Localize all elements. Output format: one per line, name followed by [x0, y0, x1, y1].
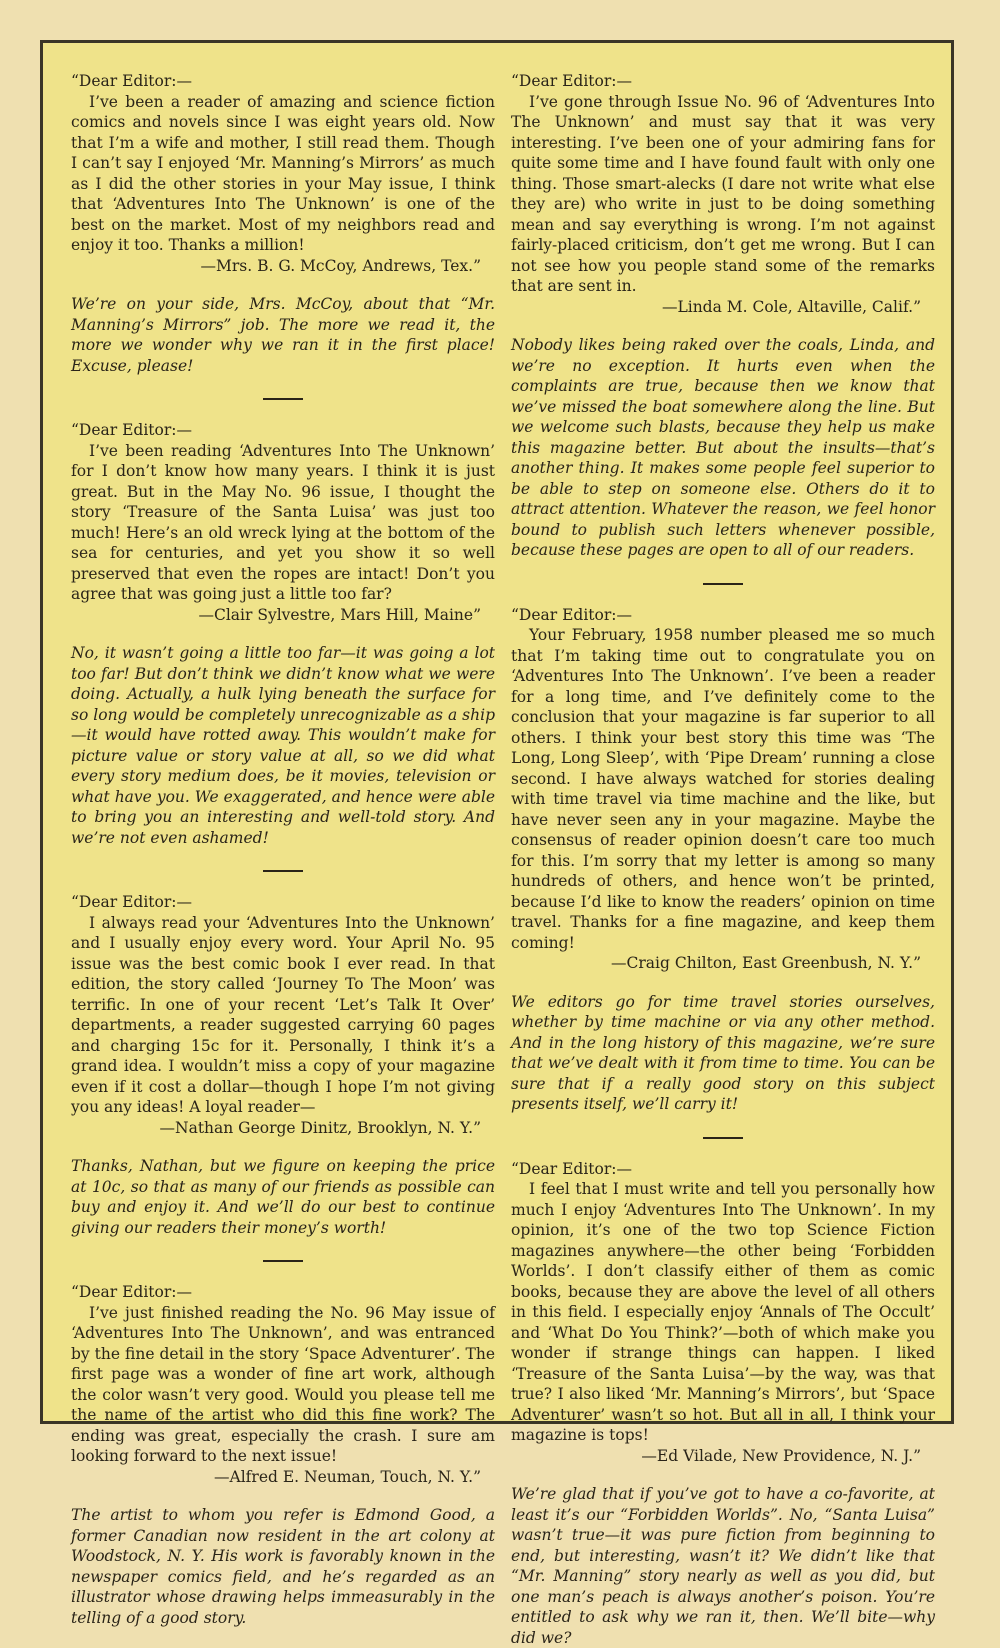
letter-dinitz: [71, 892, 495, 1238]
editor-reply: The artist to whom you refer is Edmond Good, a former Canadian now resident in the art colony at Woodstock, N. Y. His work is favorably known in the newspaper comics field, and he’s regarded as an illustrator whose drawing helps immeasurably in the telling of a good story.: [71, 1505, 495, 1628]
letter-body: I always read your ‘Adventures Into the Unknown’ and I usually enjoy every word. Your April No. 95 issue was the best comic book I ever read. In that edition, the story called ‘Journey To The Moon’ was terrific. In one of your recent ‘Let’s Talk It Over’ departments, a reader suggested carrying 60 pages and charging 15c for it. Personally, I think it’s a grand idea. I wouldn’t miss a copy of your magazine even if it cost a dollar—though I hope I’m not giving you any ideas! A loyal reader—: [71, 913, 495, 1118]
letter-sylvestre: [71, 420, 495, 848]
letter-greeting: “Dear Editor:—: [71, 1282, 495, 1303]
editor-reply: We’re glad that if you’ve got to have a co-favorite, at least it’s our “Forbidden Worlds”. No, “Santa Luisa” wasn’t true—it was pure fiction from beginning to end, but interesting, wasn’t it? We didn’t like that “Mr. Manning” story nearly as well as you did, but one man’s peach is always another’s poison. You’re entitled to ask why we ran it, then. We’ll bite—why did we?: [511, 1484, 935, 1648]
letter-body: I’ve gone through Issue No. 96 of ‘Adventures Into The Unknown’ and must say that it was very interesting. I’ve been one of your admiring fans for quite some time and I have found fault with only one thing. Those smart-alecks (I dare not write what else they are) who write in just to be doing something mean and say everything is wrong. I’m not against fairly-placed criticism, don’t get me wrong. But I can not see how you people stand some of the remarks that are sent in.: [511, 92, 935, 297]
separator-rule: [263, 1260, 303, 1262]
letter-signature: —Craig Chilton, East Greenbush, N. Y.”: [511, 953, 935, 974]
letter-signature: —Linda M. Cole, Altaville, Calif.”: [511, 297, 935, 318]
letter-body: Your February, 1958 number pleased me so much that I’m taking time out to congratulate you on ‘Adventures Into The Unknown’. I’ve been a reader for a long time, and I’ve definitely come to the conclusion that your magazine is far superior to all others. I think your best story this time was ‘The Long, Long Sleep’, with ‘Pipe Dream’ running a close second. I have always watched for stories dealing with time travel via time machine and the like, but have never seen any in your magazine. Maybe the consensus of reader opinion doesn’t care too much for this. I’m sorry that my letter is among so many hundreds of others, and hence won’t be printed, because I’d like to know the readers’ opinion on time travel. Thanks for a fine magazine, and keep them coming!: [511, 625, 935, 953]
letter-signature: —Mrs. B. G. McCoy, Andrews, Tex.”: [71, 256, 495, 277]
letter-greeting: “Dear Editor:—: [71, 892, 495, 913]
letter-vilade: [511, 1159, 935, 1648]
letter-chilton: [511, 605, 935, 1115]
editor-reply: Thanks, Nathan, but we figure on keeping the price at 10c, so that as many of our friends as possible can buy and enjoy it. And we’ll do our best to continue giving our readers their money’s worth!: [71, 1156, 495, 1238]
letter-neuman: [71, 1282, 495, 1628]
separator-rule: [703, 583, 743, 585]
editor-reply: We editors go for time travel stories ourselves, whether by time machine or via any other method. And in the long history of this magazine, we’re sure that we’ve dealt with it from time to time. You can be sure that if a really good story on this subject presents itself, we’ll carry it!: [511, 992, 935, 1115]
right-column: [511, 71, 935, 1648]
editor-reply: Nobody likes being raked over the coals, Linda, and we’re no exception. It hurts even when the complaints are true, because then we know that we’ve missed the boat somewhere along the line. But we welcome such blasts, because they help us make this magazine better. But about the insults—that’s another thing. It makes some people feel superior to be able to step on someone else. Others do it to attract attention. Whatever the reason, we feel honor bound to publish such letters whenever possible, because these pages are open to all of our readers.: [511, 335, 935, 561]
letter-cole: [511, 71, 935, 561]
letter-greeting: “Dear Editor:—: [71, 420, 495, 441]
editor-reply: We’re on your side, Mrs. McCoy, about that “Mr. Manning’s Mirrors” job. The more we read it, the more we wonder why we ran it in the first place! Excuse, please!: [71, 294, 495, 376]
letter-signature: —Clair Sylvestre, Mars Hill, Maine”: [71, 605, 495, 626]
letter-greeting: “Dear Editor:—: [511, 71, 935, 92]
letter-greeting: “Dear Editor:—: [511, 1159, 935, 1180]
letter-signature: —Nathan George Dinitz, Brooklyn, N. Y.”: [71, 1118, 495, 1139]
letter-body: I’ve just finished reading the No. 96 May issue of ‘Adventures Into The Unknown’, and was entranced by the fine detail in the story ‘Space Adventurer’. The first page was a wonder of fine art work, although the color wasn’t very good. Would you please tell me the name of the artist who did this fine work? The ending was great, especially the crash. I sure am looking forward to the next issue!: [71, 1303, 495, 1467]
letter-signature: —Ed Vilade, New Providence, N. J.”: [511, 1446, 935, 1467]
letter-body: I’ve been a reader of amazing and science fiction comics and novels since I was eight years old. Now that I’m a wife and mother, I still read them. Though I can’t say I enjoyed ‘Mr. Manning’s Mirrors’ as much as I did the other stories in your May issue, I think that ‘Adventures Into The Unknown’ is one of the best on the market. Most of my neighbors read and enjoy it too. Thanks a million!: [71, 92, 495, 256]
letter-greeting: “Dear Editor:—: [511, 605, 935, 626]
letter-mccoy: [71, 71, 495, 376]
letters-page: [40, 40, 954, 1424]
letter-greeting: “Dear Editor:—: [71, 71, 495, 92]
letter-body: I feel that I must write and tell you personally how much I enjoy ‘Adventures Into The Unknown’. In my opinion, it’s one of the two top Science Fiction magazines anywhere—the other being ‘Forbidden Worlds’. I don’t classify either of them as comic books, because they are above the level of all others in this field. I especially enjoy ‘Annals of The Occult’ and ‘What Do You Think?’—both of which make you wonder if strange things can happen. I liked ‘Treasure of the Santa Luisa’—by the way, was that true? I also liked ‘Mr. Manning’s Mirrors’, but ‘Space Adventurer’ wasn’t so hot. But all in all, I think your magazine is tops!: [511, 1179, 935, 1446]
separator-rule: [263, 870, 303, 872]
separator-rule: [703, 1137, 743, 1139]
letter-body: I’ve been reading ‘Adventures Into The Unknown’ for I don’t know how many years. I think it is just great. But in the May No. 96 issue, I thought the story ‘Treasure of the Santa Luisa’ was just too much! Here’s an old wreck lying at the bottom of the sea for centuries, and yet you show it so well preserved that even the ropes are intact! Don’t you agree that was going just a little too far?: [71, 441, 495, 605]
letter-signature: —Alfred E. Neuman, Touch, N. Y.”: [71, 1467, 495, 1488]
separator-rule: [263, 398, 303, 400]
left-column: [71, 71, 495, 1628]
editor-reply: No, it wasn’t going a little too far—it was going a lot too far! But don’t think we didn’t know what we were doing. Actually, a hulk lying beneath the surface for so long would be completely unrecognizable as a ship—it would have rotted away. This wouldn’t make for picture value or story value at all, so we did what every story medium does, be it movies, television or what have you. We exaggerated, and hence were able to bring you an interesting and well-told story. And we’re not even ashamed!: [71, 643, 495, 848]
